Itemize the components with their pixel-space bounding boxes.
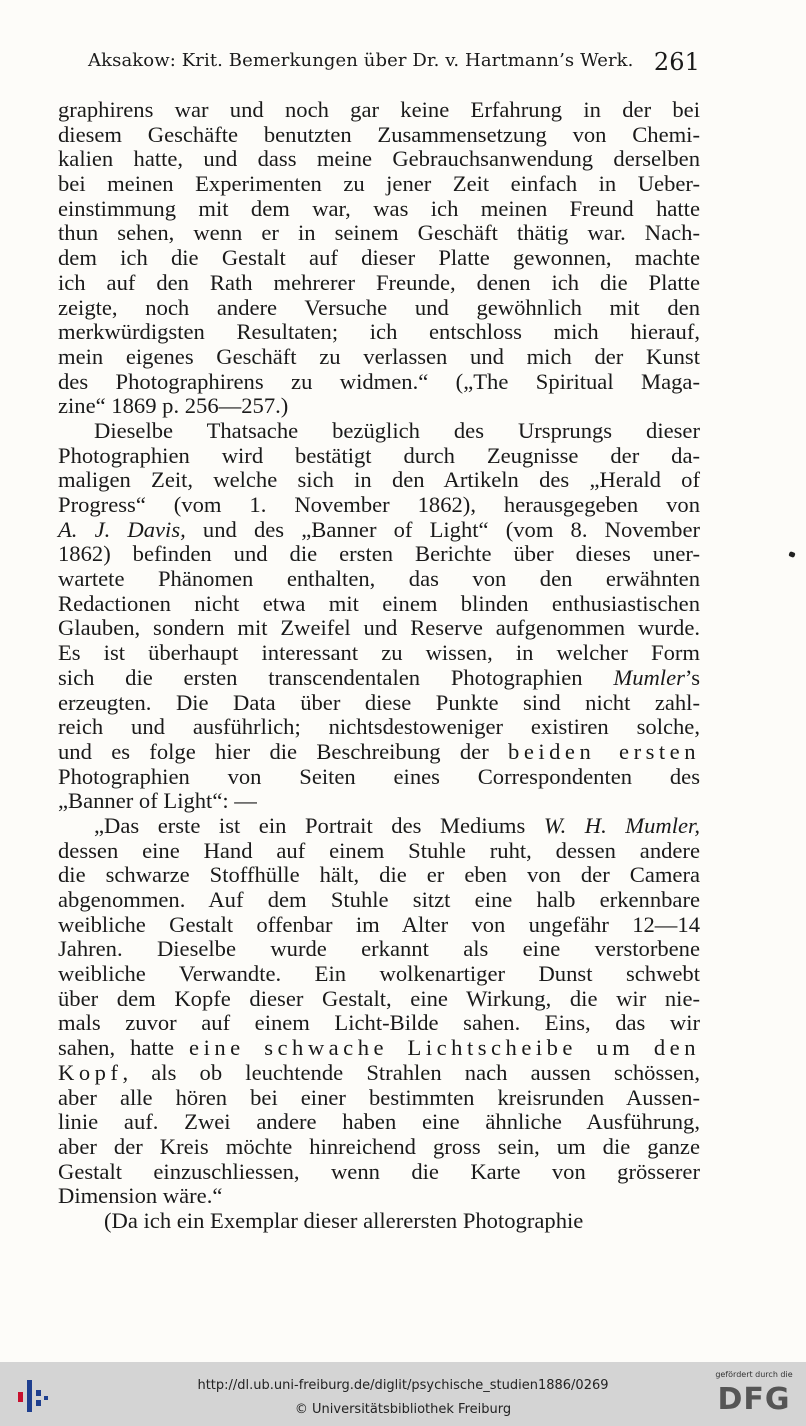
text-line: wartete Phänomen enthalten, das von den erwähnten: [58, 566, 700, 592]
paragraph-start-line: (Da ich ein Exemplar dieser allerersten Photographie: [104, 1207, 584, 1233]
text-line: linie auf. Zwei andere haben eine ähnliche Ausführung,: [58, 1109, 700, 1135]
author-name-davis: A. J. Davis,: [58, 516, 186, 542]
viewer-footer: [0, 1362, 806, 1426]
dfg-logo: [712, 1370, 796, 1422]
text-line: graphirens war und noch gar keine Erfahrung in der bei: [58, 97, 700, 122]
text-line: weibliche Verwandte. Ein wolkenartiger Dunst schwebt: [58, 961, 700, 987]
text-line: [58, 666, 700, 691]
text-line: kalien hatte, und dass meine Gebrauchsanwendung derselben: [58, 146, 700, 172]
spaced-emphasis: eine schwache Lichtscheibe um den: [189, 1035, 700, 1061]
text-line: Dimension wäre.“: [58, 1183, 223, 1209]
text-line: dem ich die Gestalt auf dieser Platte gewonnen, machte: [58, 245, 700, 271]
text-line: reich und ausführlich; nichtsdestoweniger existiren solche,: [58, 714, 700, 740]
text-line: Es ist überhaupt interessant zu wissen, in welcher Form: [58, 640, 700, 666]
text-span: , als ob leuchtende Strahlen nach aussen schössen,: [122, 1059, 700, 1085]
text-line: ich auf den Rath mehrerer Freunde, denen ich die Platte: [58, 269, 700, 295]
text-line: aber alle hören bei einer bestimmten kreisrunden Aussen-: [58, 1084, 700, 1110]
medium-name: W. H. Mumler,: [543, 812, 700, 838]
text-line: mals zuvor auf einem Licht-Bilde sahen. Eins, das wir: [58, 1010, 700, 1036]
document-url[interactable]: http://dl.ub.uni-freiburg.de/diglit/psychische_studien1886/0269: [197, 1378, 609, 1393]
text-line: erzeugten. Die Data über diese Punkte sind nicht zahl-: [58, 689, 700, 715]
text-line: [58, 518, 700, 543]
text-line: Redactionen nicht etwa mit einem blinden enthusiastischen: [58, 590, 700, 616]
text-line: des Photographirens zu widmen.“ („The Spiritual Maga-: [58, 368, 700, 394]
text-line: thun sehen, wenn er in seinem Geschäft thätig war. Nach-: [58, 220, 700, 246]
text-line: Jahren. Dieselbe wurde erkannt als eine verstorbene: [58, 936, 700, 962]
text-line: zeigte, noch andere Versuche und gewöhnlich mit den: [58, 294, 700, 320]
text-line: zine“ 1869 p. 256—257.): [58, 393, 289, 419]
text-line: merkwürdigsten Resultaten; ich entschloss mich hierauf,: [58, 319, 700, 345]
text-line: Gestalt einzuschliessen, wenn die Karte von grösserer: [58, 1158, 700, 1184]
text-span: „Das erste ist ein Portrait des Mediums: [94, 812, 544, 838]
text-line: mein eigenes Geschäft zu verlassen und mich der Kunst: [58, 343, 700, 369]
text-line: [58, 740, 700, 765]
text-span: und des „Banner of Light“ (vom 8. November: [185, 516, 700, 542]
page-number: 261: [653, 48, 700, 76]
text-line: über dem Kopfe dieser Gestalt, eine Wirkung, die wir nie-: [58, 985, 700, 1011]
text-span: ’s: [684, 664, 700, 690]
text-line: 1862) befinden und die ersten Berichte über dieses uner-: [58, 541, 700, 567]
running-head: Aksakow: Krit. Bemerkungen über Dr. v. Hartmann’s Werk.: [88, 50, 634, 71]
text-line: die schwarze Stoffhülle hält, die er eben von der Camera: [58, 862, 700, 888]
text-line: [58, 1036, 700, 1061]
text-line: bei meinen Experimenten zu jener Zeit einfach in Ueber-: [58, 171, 700, 197]
paragraph-start-line: [58, 814, 700, 839]
dfg-wordmark: DFG: [717, 1382, 791, 1417]
text-line: weibliche Gestalt offenbar im Alter von ungefähr 12—14: [58, 911, 700, 937]
page-header: [88, 48, 700, 82]
text-line: diesem Geschäfte benutzten Zusammensetzung von Chemi-: [58, 121, 700, 147]
text-line: Photographien wird bestätigt durch Zeugnisse der da-: [58, 442, 700, 468]
spaced-emphasis: beiden ersten: [508, 738, 700, 764]
text-span: und es folge hier die Beschreibung der: [58, 738, 509, 764]
text-span: sahen, hatte: [58, 1035, 190, 1061]
text-line: [58, 1061, 700, 1086]
text-line: einstimmung mit dem war, was ich meinen Freund hatte: [58, 195, 700, 221]
paragraph-start-line: Dieselbe Thatsache bezüglich des Ursprungs dieser: [94, 417, 700, 443]
name-mumler: Mumler: [613, 664, 685, 690]
text-line: Photographien von Seiten eines Correspondenten des: [58, 763, 700, 789]
text-line: Glauben, sondern mit Zweifel und Reserve aufgenommen wurde.: [58, 615, 700, 641]
text-line: Progress“ (vom 1. November 1862), herausgegeben von: [58, 492, 700, 517]
dfg-tagline: gefördert durch die: [715, 1370, 793, 1379]
text-line: abgenommen. Auf dem Stuhle sitzt eine halb erkennbare: [58, 887, 700, 912]
copyright-notice: © Universitätsbibliothek Freiburg: [294, 1402, 512, 1417]
text-line: maligen Zeit, welche sich in den Artikeln des „Herald of: [58, 467, 700, 493]
text-line: aber der Kreis möchte hinreichend gross sein, um die ganze: [58, 1133, 700, 1159]
text-line: „Banner of Light“: —: [58, 788, 257, 814]
text-span: sich die ersten transcendentalen Photographien: [58, 664, 614, 690]
margin-mark: [788, 551, 795, 558]
text-line: dessen eine Hand auf einem Stuhle ruht, dessen andere: [58, 837, 700, 863]
body-text: [58, 98, 700, 1234]
spaced-emphasis: Kopf: [58, 1059, 123, 1085]
